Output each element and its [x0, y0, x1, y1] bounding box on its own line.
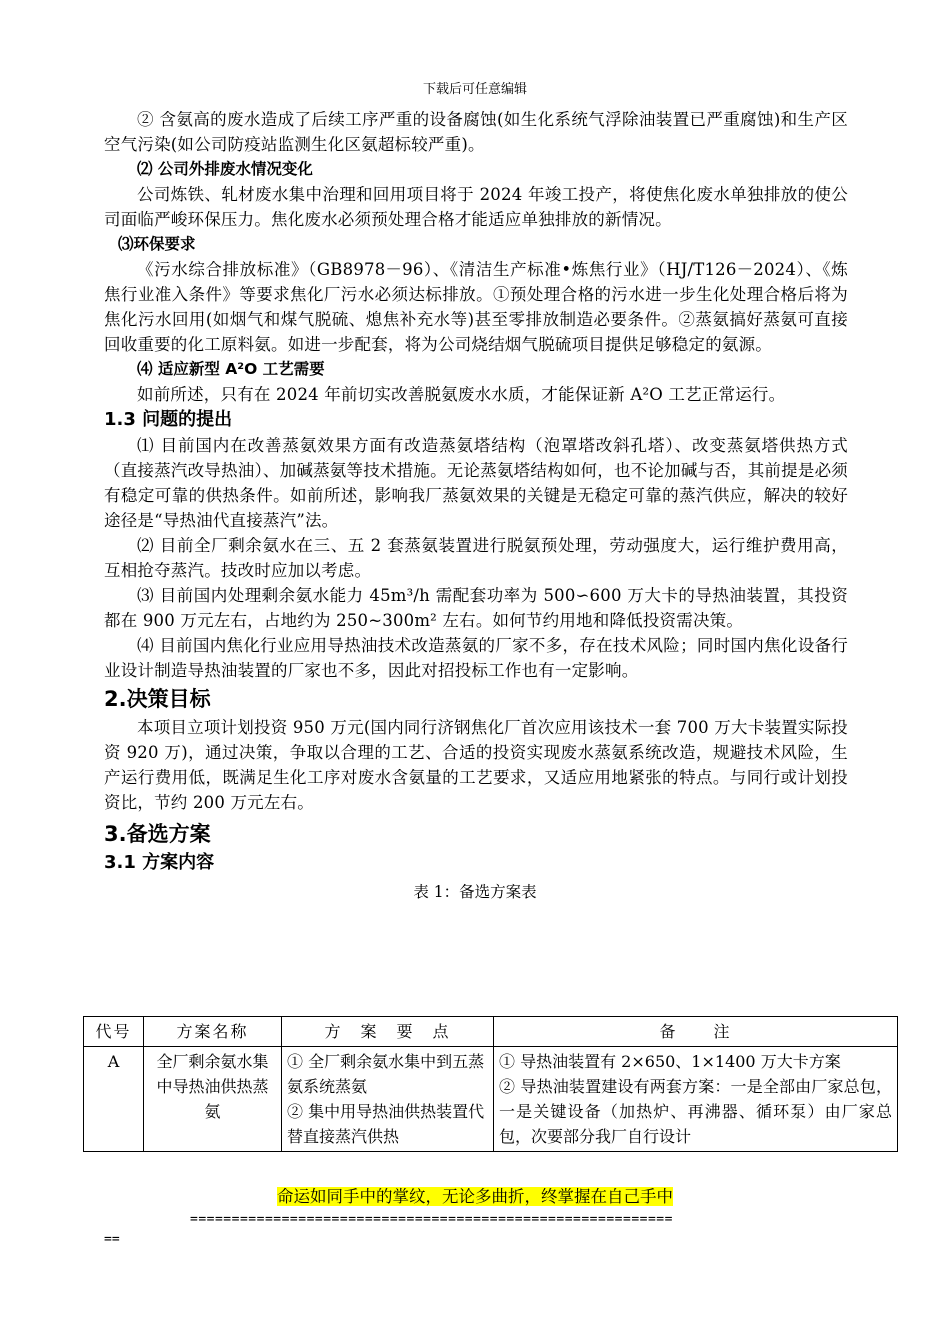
header-notes: 备 注 [494, 1017, 898, 1047]
document-body [104, 107, 848, 904]
paragraph-discharge-change: 公司炼铁、轧材废水集中治理和回用项目将于 2024 年竣工投产，将使焦化废水单独排放的使公司面临严峻环保压力。焦化废水必须预处理合格才能适应单独排放的新情况。 [104, 185, 848, 229]
header-name: 方案名称 [144, 1017, 282, 1047]
cell-notes [494, 1047, 898, 1152]
alternatives-table [83, 1016, 898, 1152]
paragraph-problem-1: ⑴ 目前国内在改善蒸氨效果方面有改造蒸氨塔结构（泡罩塔改斜孔塔）、改变蒸氨塔供热方式（直接蒸汽改导热油）、加碱蒸氨等技术措施。无论蒸氨塔结构如何，也不论加碱与否，其前提是必须有稳定可靠的供热条件。如前所述，影响我厂蒸氨效果的关键是无稳定可靠的蒸汽供应，解决的较好途径是“导热油代直接蒸汽”法。 [104, 436, 848, 530]
point-1: ① 全厂剩余氨水集中到五蒸氨系统蒸氨 [287, 1052, 485, 1096]
subheading-a2o: ⑷ 适应新型 A²O 工艺需要 [137, 360, 325, 378]
paragraph-env-requirements: 《污水综合排放标准》（GB8978－96）、《清洁生产标准•炼焦行业》（HJ/T126－2024）、《炼焦行业准入条件》等要求焦化厂污水必须达标排放。①预处理合格的污水进一步生化处理合格后将为焦化污水回用(如烟气和煤气脱硫、熄焦补充水等)甚至零排放制造必要条件。②蒸氨搞好蒸氨可直接回收重要的化工原料氨。如进一步配套，将为公司烧结烟气脱硫项目提供足够稳定的氨源。 [104, 260, 848, 354]
highlighted-motto: 命运如同手中的掌纹，无论多曲折，终掌握在自己手中 [277, 1187, 673, 1206]
table-header-row [84, 1017, 898, 1047]
table-row [84, 1047, 898, 1152]
cell-name: 全厂剩余氨水集中导热油供热蒸氨 [144, 1047, 282, 1152]
header-points: 方 案 要 点 [282, 1017, 494, 1047]
subheading-discharge-change: ⑵ 公司外排废水情况变化 [137, 160, 313, 178]
separator-rule-tail: == [104, 1232, 120, 1247]
cell-code: A [84, 1047, 144, 1152]
subheading-env-requirements: ⑶环保要求 [118, 235, 196, 253]
page-header: 下载后可任意编辑 [422, 82, 527, 97]
table-caption: 表 1：备选方案表 [413, 883, 537, 901]
note-1: ① 导热油装置有 2×650、1×1400 万大卡方案 [499, 1052, 841, 1071]
heading-1-3: 1.3 问题的提出 [104, 409, 233, 430]
point-2: ② 集中用导热油供热装置代替直接蒸汽供热 [287, 1102, 485, 1146]
header-code: 代号 [84, 1017, 144, 1047]
heading-3-1: 3.1 方案内容 [104, 852, 215, 873]
paragraph-problem-2: ⑵ 目前全厂剩余氨水在三、五 2 套蒸氨装置进行脱氨预处理，劳动强度大，运行维护费用高，互相抢夺蒸汽。技改时应加以考虑。 [104, 536, 848, 580]
paragraph-a2o: 如前所述，只有在 2024 年前切实改善脱氨废水水质，才能保证新 A²O 工艺正常运行。 [137, 385, 786, 404]
note-2: ② 导热油装置建设有两套方案：一是全部由厂家总包，一是关键设备（加热炉、再沸器、循环泵）由厂家总包，次要部分我厂自行设计 [499, 1077, 892, 1146]
heading-3: 3.备选方案 [104, 822, 211, 846]
paragraph-problem-3: ⑶ 目前国内处理剩余氨水能力 45m³/h 需配套功率为 500∽600 万大卡的导热油装置，其投资都在 900 万元左右，占地约为 250~300m² 左右。如何节约用地和降低投资需决策。 [104, 586, 848, 630]
separator-rule: ========================================================== [190, 1212, 673, 1227]
cell-points [282, 1047, 494, 1152]
paragraph-goal: 本项目立项计划投资 950 万元(国内同行济钢焦化厂首次应用该技术一套 700 万大卡装置实际投资 920 万)，通过决策，争取以合理的工艺、合适的投资实现废水蒸氨系统改造，规避技术风险，生产运行费用低，既满足生化工序对废水含氨量的工艺要求，又适应用地紧张的特点。与同行或计划投资比，节约 200 万元左右。 [104, 718, 848, 812]
motto-line [0, 1186, 950, 1208]
paragraph-ammonia-corrosion: ② 含氨高的废水造成了后续工序严重的设备腐蚀(如生化系统气浮除油装置已严重腐蚀)和生产区空气污染(如公司防疫站监测生化区氨超标较严重)。 [104, 110, 848, 154]
heading-2: 2.决策目标 [104, 687, 211, 711]
paragraph-problem-4: ⑷ 目前国内焦化行业应用导热油技术改造蒸氨的厂家不多，存在技术风险；同时国内焦化设备行业设计制造导热油装置的厂家也不多，因此对招投标工作也有一定影响。 [104, 636, 848, 680]
